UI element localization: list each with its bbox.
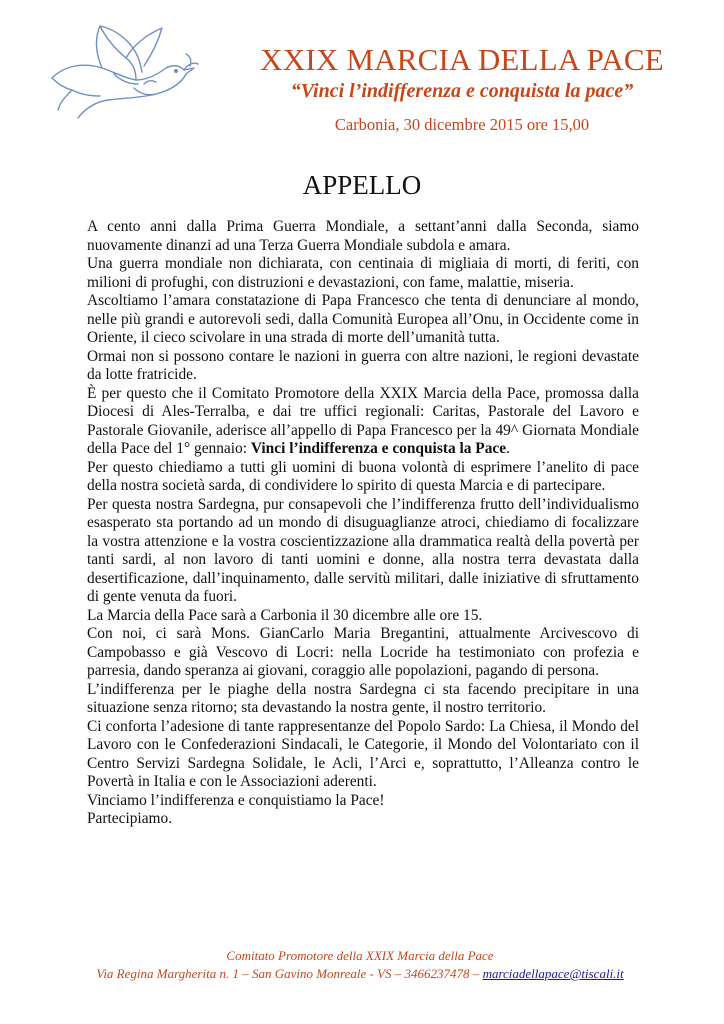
footer-address-text: Via Regina Margherita n. 1 – San Gavino Monreale - VS – 3466237478 –	[96, 966, 483, 981]
motto: “Vinci l’indifferenza e conquista la pace”	[290, 80, 634, 102]
paragraph: Ormai non si possono contare le nazioni in guerra con altre nazioni, le regioni devastate da lotte fratricide.	[87, 347, 639, 383]
footer-address	[60, 966, 660, 982]
paragraph-end: .	[506, 440, 510, 457]
paragraph: Partecipiamo.	[87, 810, 173, 827]
footer-committee: Comitato Promotore della XXIX Marcia della Pace	[226, 948, 494, 963]
appeal-body	[87, 218, 639, 829]
paragraph: Vinciamo l’indifferenza e conquistiamo la Pace!	[87, 791, 385, 809]
paragraph: Ascoltiamo l’amara constatazione di Papa Francesco che tenta di denunciare al mondo, nelle più grandi e autorevoli sedi, dalla Comunità Europea all’Onu, in Occidente come in Oriente, il cieco scivolare in una strada di morte dell’umanità tutta.	[87, 292, 639, 346]
email-link[interactable]: marciadellapace@tiscali.it	[482, 966, 624, 981]
event-date: Carbonia, 30 dicembre 2015 ore 15,00	[334, 115, 590, 134]
paragraph-text: È per questo che il Comitato Promotore della XXIX Marcia della Pace, promossa dalla Diocesi di Ales-Terralba, e dai tre uffici regionali: Caritas, Pastorale del Lavoro e Pastorale Giovanile, aderisce all’appello di Papa Francesco per la 49^ Giornata Mondiale della Pace del 1° gennaio:	[87, 384, 639, 457]
paragraph: Con noi, ci sarà Mons. GianCarlo Maria Bregantini, attualmente Arcivescovo di Campobasso e già Vescovo di Locri: nella Locride ha testimoniato con profezia e parresia, dando speranza ai giovani, coraggio alle popolazioni, pagando di persona.	[87, 625, 639, 679]
paragraph: Per questa nostra Sardegna, pur consapevoli che l’indifferenza frutto dell’individualismo esasperato sta portando ad un mondo di disuguaglianze atroci, chiediamo di focalizzare la vostra attenzione e la vostra coscientizzazione alla drammatica realtà della povertà per tanti sardi, al non lavoro di tanti uomini e donne, alla nostra terra devastata dalla desertificazione, dall’inquinamento, dalle servitù militari, dalle iniziative di sfruttamento di gente venuta da fuori.	[87, 495, 639, 605]
slogan-bold: Vinci l’indifferenza e conquista la Pace	[250, 440, 507, 457]
paragraph: A cento anni dalla Prima Guerra Mondiale, a settant’anni dalla Seconda, siamo nuovamente dinanzi ad una Terza Guerra Mondiale subdola e amara.	[87, 218, 639, 254]
section-heading: APPELLO	[302, 170, 422, 200]
page-title: XXIX MARCIA DELLA PACE	[260, 42, 664, 77]
paragraph	[87, 385, 639, 459]
paragraph: Per questo chiediamo a tutti gli uomini di buona volontà di esprimere l’anelito di pace della nostra società sarda, di condividere lo spirito di questa Marcia e di partecipare.	[87, 458, 639, 494]
paragraph: Ci conforta l’adesione di tante rappresentanze del Popolo Sardo: La Chiesa, il Mondo del Lavoro con le Confederazioni Sindacali, le Categorie, il Mondo del Volontariato con il Centro Servizi Sardegna Solidale, le Acli, l’Arci e, soprattutto, l’Alleanza contro le Povertà in Italia e con le Associazioni aderenti.	[87, 717, 639, 790]
paragraph: L’indifferenza per le piaghe della nostra Sardegna ci sta facendo precipitare in una situazione senza ritorno; sta devastando la nostra gente, il nostro territorio.	[87, 680, 639, 716]
paragraph: La Marcia della Pace sarà a Carbonia il 30 dicembre alle ore 15.	[87, 606, 483, 624]
dove-logo	[44, 18, 199, 128]
paragraph: Una guerra mondiale non dichiarata, con centinaia di migliaia di morti, di feriti, con milioni di profughi, con distruzioni e devastazioni, con fame, malattie, miseria.	[87, 255, 639, 291]
